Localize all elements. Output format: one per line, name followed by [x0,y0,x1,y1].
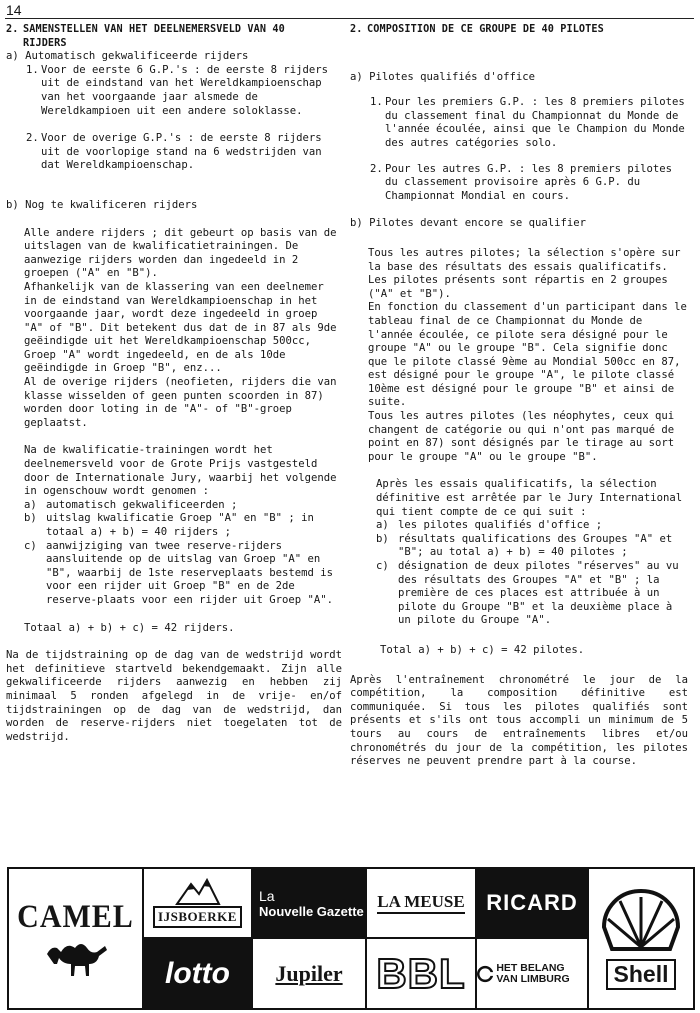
list-item: 2. Pour les autres G.P. : les 8 premiers pilotes du classement provisoire après 6 G.P. du Championnat Mondial en cours. [370,162,673,202]
ricard-logo: RICARD [477,869,587,937]
list-item: 1. Voor de eerste 6 G.P.'s : de eerste 8 rijders uit de eindstand van het Wereldkampioenschap van het voorgaande jaar alsmede de Wereldkampioen uit een andere soloklasse. [26,63,329,117]
shell-icon [598,887,684,957]
subsection-b-label: b) Nog te kwalificeren rijders [6,198,198,211]
circle-arrow-icon [477,961,493,987]
subsection-b-label: b) Pilotes devant encore se qualifier [350,217,586,230]
section-heading: 2. SAMENSTELLEN VAN HET DEELNEMERSVELD VAN 40 RIJDERS [6,24,285,49]
paragraph: Na de kwalificatie-trainingen wordt het deelnemersveld voor de Grote Prijs vastgesteld door de Internationale Jury, waarbij het volgende in ogenschouw wordt genomen : [24,444,337,498]
list-item: a) automatisch gekwalificeerden ; [24,498,238,511]
belang-van-limburg-logo: HET BELANG VAN LIMBURG [477,939,587,1008]
list-item: 1. Pour les premiers G.P. : les 8 premiers pilotes du classement final du Championnat du Monde de l'année écoulée, ainsi que le Champion du Monde des autres catégories solo. [370,96,685,149]
criteria-list [6,499,342,608]
la-meuse-logo: LA MEUSE [367,869,475,937]
paragraph: Après l'entraînement chronométré le jour de la compétition, la composition définitive est communiquée. Si tous les pilotes qualifiés sont présents et s'ils ont tous accompli un minimum de 5 tours au cours de entraînements libres et/ou chronométrés du jour de la compétition, les pilotes réserves ne peuvent prendre part à la course. [350,673,688,768]
french-column [350,23,688,769]
list-item: b) uitslag kwalificatie Groep "A" en "B" ; in totaal a) + b) = 40 rijders ; [24,512,314,538]
paragraph: Alle andere rijders ; dit gebeurt op basis van de uitslagen van de kwalificatietrainingen. De aanwezige rijders worden dan ingedeeld in 2 groepen ("A" en "B"). [24,226,337,280]
mountain-icon [175,878,221,906]
paragraph: Afhankelijk van de klassering van een deelnemer in de eindstand van Wereldkampioenschap in het voorgaande jaar, wordt deze ingedeeld in groep "A" of "B". Dit betekent dus dat de in 87 als 9de geëindigde uit het Wereldkampioenschap 500cc, Groep "A" wordt ingedeeld, en de als 10de geëindigde in Groep "B", enz... [24,280,337,375]
paragraph: En fonction du classement d'un participant dans le tableau final de ce Championnat du Monde de l'année écoulée, ce pilote sera désigné pour le groupe "A" ou le groupe "B". Cela signifie donc que le pilote classé 9ème au Mondial 500cc en 87, est désigné pour le groupe "A", le pilote classé 10ème est désigné pour le groupe "B" et ainsi de suite. [368,301,687,409]
shell-logo: Shell [589,869,693,1008]
sponsor-banner [7,867,695,1010]
paragraph: Tous les autres pilotes; la sélection s'opère sur la base des résultats des essais qualificatifs. Les pilotes présents sont répartis en 2 groupes ("A" et "B"). [368,246,681,300]
dutch-column [6,23,342,744]
bbl-logo: BBL [367,939,475,1008]
camel-icon [41,934,111,978]
list-item: a) les pilotes qualifiés d'office ; [376,519,603,532]
paragraph: Après les essais qualificatifs, la sélection définitive est arrêtée par le Jury International qui tient compte de ce qui suit : [376,478,683,518]
paragraph: Al de overige rijders (neofieten, rijders die van klasse wisselden of geen punten scoorden in 87) worden door loting in de "A"- of "B"-groep geplaatst. [24,376,337,429]
list-item: 2. Voor de overige G.P.'s : de eerste 8 rijders uit de voorlopige stand na 6 wedstrijden van dat Wereldkampioenschap. [26,132,322,172]
nouvelle-gazette-logo: La Nouvelle Gazette [253,869,365,937]
total-line: Total a) + b) + c) = 42 pilotes. [380,643,585,656]
total-line: Totaal a) + b) + c) = 42 rijders. [24,621,235,634]
header-rule [5,18,694,19]
subsection-a-label: a) Automatisch gekwalificeerde rijders [6,50,249,63]
list-item: b) résultats qualifications des Groupes "A" et "B"; au total a) + b) = 40 pilotes ; [376,532,673,559]
page-number: 14 [6,2,22,18]
subsection-a-label: a) Pilotes qualifiés d'office [350,70,535,83]
criteria-list [350,519,688,628]
lotto-logo: lotto [144,939,251,1008]
ijsboerke-logo: IJSBOERKE [144,869,251,937]
jupiler-logo: Jupiler [253,939,365,1008]
list-item: c) désignation de deux pilotes "réserves" au vu des résultats des Groupes "A" et "B" ; la première de ces places est attribuée à un pilote du Groupe "B" et la deuxième place à un pilote du Groupe "A". [376,560,679,627]
section-heading: 2. COMPOSITION DE CE GROUPE DE 40 PILOTES [350,24,604,35]
paragraph: Tous les autres pilotes (les néophytes, ceux qui changent de catégorie ou qui n'ont pas marqué de point en 87) sont désignés par le tirage au sort pour le groupe "A" ou le groupe "B". [368,410,675,463]
list-item: c) aanwijziging van twee reserve-rijders aansluitende op de uitslag van Groep "A" en "B", waarbij de 1ste reserveplaats bestemd is voor een rijder uit Groep "B" en de 2de reserve-plaats voor een rijder uit Groep "A". [24,539,334,606]
paragraph: Na de tijdstraining op de dag van de wedstrijd wordt het definitieve startveld bekendgemaakt. Zijn alle gekwalificeerde rijders aanwezig en hebben zij minimaal 5 ronden afgelegd in de vrije- en/of tijdstrainingen op de dag van de wedstrijd, dan worden de reserve-rijders niet toegelaten tot de wedstrijd. [6,649,342,743]
camel-logo: CAMEL [9,869,142,1008]
